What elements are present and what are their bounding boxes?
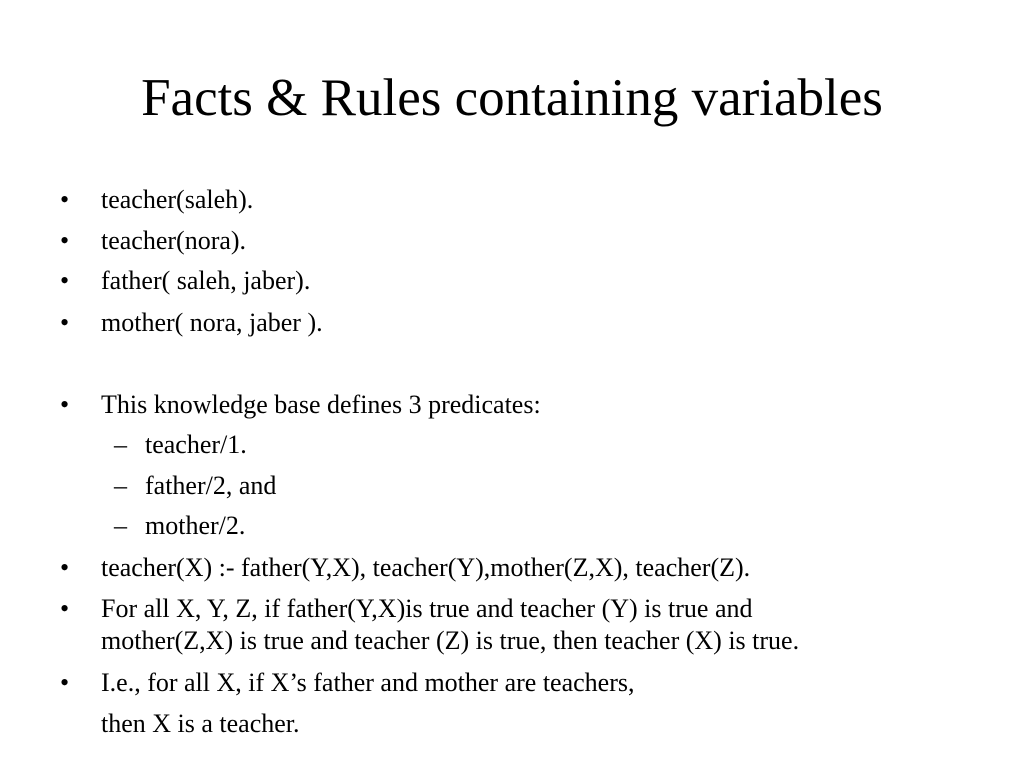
slide-title: Facts & Rules containing variables xyxy=(141,69,883,127)
bullet-icon: • xyxy=(60,390,70,419)
bullet-icon: • xyxy=(60,266,70,295)
bullet-text: father( saleh, jaber). xyxy=(101,266,311,295)
sub-bullet-text: teacher/1. xyxy=(145,430,247,459)
bullet-icon: • xyxy=(60,668,70,697)
dash-icon: – xyxy=(114,471,127,500)
sub-bullet-text: father/2, and xyxy=(145,471,277,500)
bullet-icon: • xyxy=(60,594,70,623)
bullet-text: mother(Z,X) is true and teacher (Z) is true, then teacher (X) is true. xyxy=(101,626,800,655)
bullet-icon: • xyxy=(60,553,70,582)
bullet-text: For all X, Y, Z, if father(Y,X)is true and teacher (Y) is true and xyxy=(101,594,753,623)
bullet-text: teacher(X) :- father(Y,X), teacher(Y),mother(Z,X), teacher(Z). xyxy=(101,553,751,582)
dash-icon: – xyxy=(114,430,127,459)
bullet-icon: • xyxy=(60,226,70,255)
bullet-icon: • xyxy=(60,185,70,214)
dash-icon: – xyxy=(114,511,127,540)
bullet-text: mother( nora, jaber ). xyxy=(101,308,323,337)
bullet-text: This knowledge base defines 3 predicates: xyxy=(101,390,541,419)
bullet-text: I.e., for all X, if X’s father and mother are teachers, xyxy=(101,668,635,697)
sub-bullet-text: mother/2. xyxy=(145,511,246,540)
bullet-text: teacher(saleh). xyxy=(101,185,254,214)
bullet-icon: • xyxy=(60,308,70,337)
bullet-text: then X is a teacher. xyxy=(101,709,300,738)
bullet-text: teacher(nora). xyxy=(101,226,247,255)
